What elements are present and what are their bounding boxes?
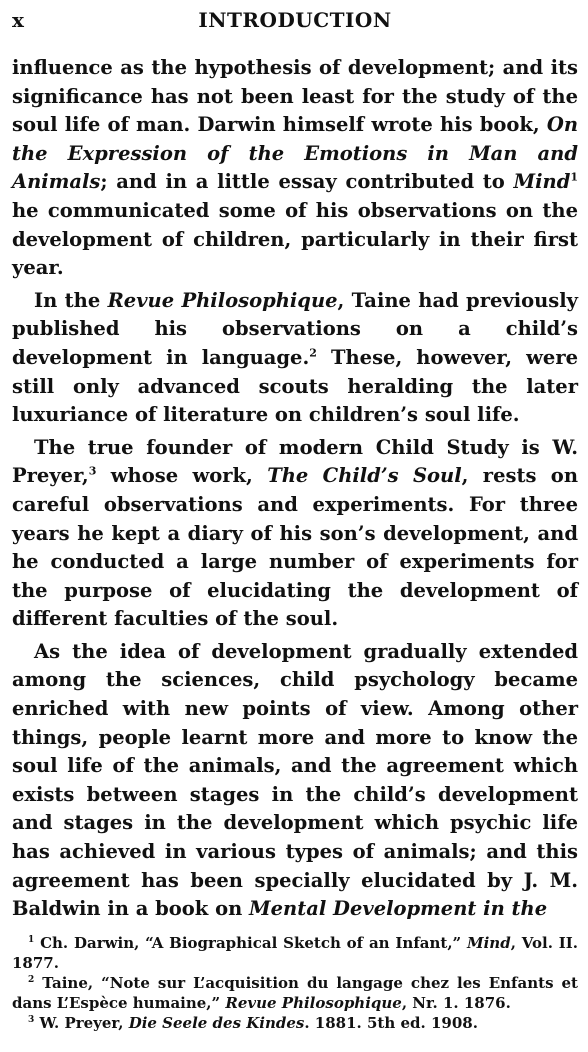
text-run: , Vol. II. 1877. — [12, 934, 579, 972]
italic-text: Revue Philosophique — [225, 993, 402, 1012]
italic-text: Revue Philosophique — [107, 288, 338, 312]
text-run: ; and in a little essay contributed to — [100, 170, 514, 194]
text-run: , Nr. 1. 1876. — [401, 993, 511, 1012]
text-run: , Taine had previously published his observations on a child’s development in language. — [12, 288, 579, 369]
text-run: influence as the hypothesis of development; and its significance has not been least for the study of the soul life of man. Darwin himself wrote his book, — [12, 56, 578, 137]
text-run: In the — [34, 288, 108, 312]
book-page — [12, 6, 578, 924]
footnote-marker: 2 — [28, 975, 35, 985]
italic-text: Mind — [513, 170, 571, 194]
paragraph-3 — [12, 434, 578, 634]
footnote-marker: 3 — [28, 1015, 35, 1025]
footnote-marker: 3 — [88, 464, 97, 478]
paragraph-2 — [12, 287, 578, 430]
paragraph-4 — [12, 638, 578, 924]
text-run: The true founder of modern Child Study is W. Preyer, — [12, 435, 578, 488]
paragraph-1 — [12, 54, 578, 283]
running-head: INTRODUCTION — [198, 8, 392, 32]
page-header — [12, 6, 578, 34]
text-run: he communicated some of his observations on the development of children, particularly in their first year. — [12, 198, 578, 280]
footnote-marker: 1 — [570, 170, 578, 184]
italic-text: Mental Development in the — [249, 897, 548, 921]
footnote-marker: 2 — [309, 346, 317, 360]
footnote-2 — [12, 974, 578, 1013]
text-run: W. Preyer, — [34, 1014, 129, 1032]
italic-text: Mind — [467, 934, 511, 952]
text-run: These, however, were still only advanced scouts heralding the later luxuriance of literature on children’s soul life. — [12, 345, 579, 427]
footnote-marker: 1 — [28, 935, 35, 945]
body-text — [12, 54, 578, 924]
text-run: whose work, — [96, 464, 268, 488]
text-run: , rests on careful observations and experiments. For three years he kept a diary of his son’s development, and he conducted a large number of experiments for the purpose of elucidating the development of different faculties of the soul. — [12, 464, 578, 631]
footnotes — [12, 934, 578, 1035]
footnote-3 — [12, 1014, 578, 1034]
page-number: x — [12, 8, 24, 32]
text-run: . 1881. 5th ed. 1908. — [304, 1014, 478, 1032]
text-run: Ch. Darwin, “A Biographical Sketch of an Infant,” — [34, 934, 467, 952]
text-run: Taine, “Note sur L’acquisition du langage chez les Enfants et dans L’Espèce humaine,” — [12, 974, 578, 1012]
text-run: As the idea of development gradually extended among the sciences, child psychology became enriched with new points of view. Among other things, people learnt more and more to know the soul life of the animals, and the agreement which exists between stages in the child’s development and stages in the development which psychic life has achieved in various types of animals; and this agreement has been specially elucidated by J. M. Baldwin in a book on — [12, 639, 578, 921]
italic-text: The Child’s Soul — [267, 464, 462, 488]
italic-text: Die Seele des Kindes — [128, 1014, 305, 1032]
italic-text: On the Expression of the Emotions in Man and Animals — [12, 113, 578, 194]
footnote-1 — [12, 934, 578, 973]
